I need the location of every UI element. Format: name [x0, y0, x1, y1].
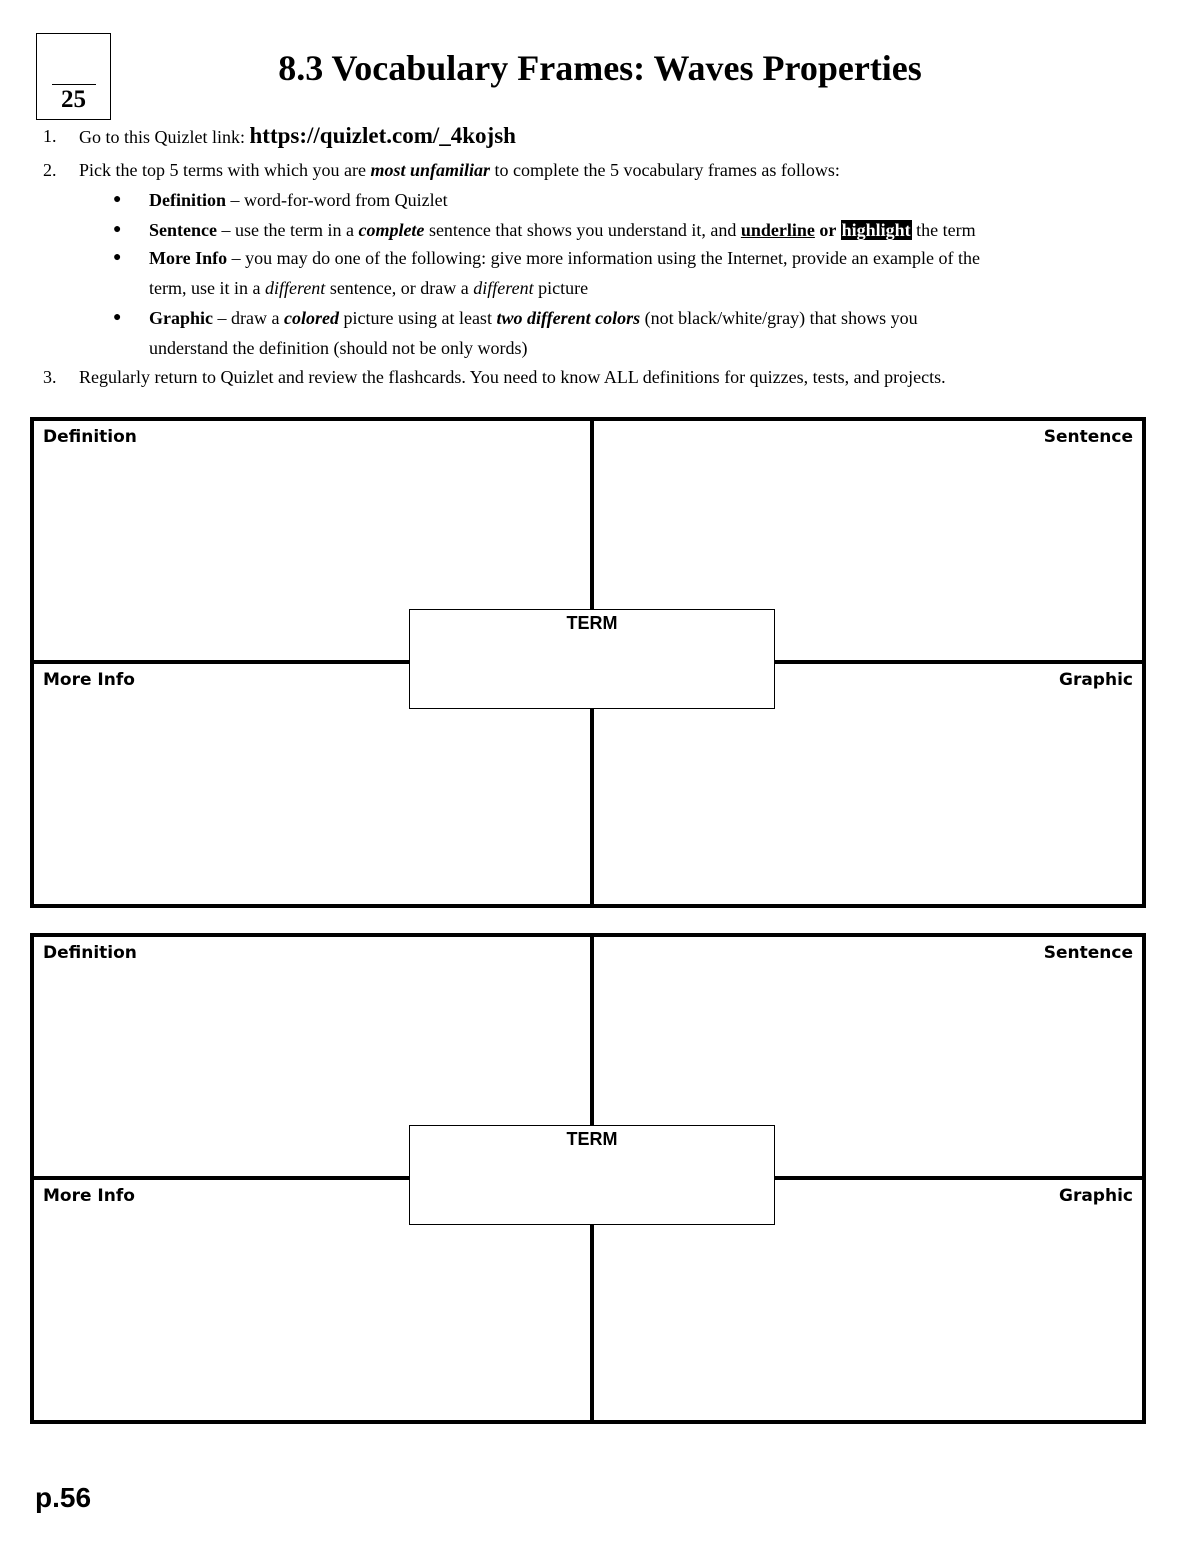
bullet-desc: the term	[911, 220, 976, 240]
bullet-text	[149, 246, 980, 270]
bullet-desc: – draw a	[213, 308, 284, 328]
step-text: Regularly return to Quizlet and review the flashcards. You need to know ALL definitions for quizzes, tests, and projects.	[79, 367, 946, 387]
term-box[interactable]	[409, 1125, 775, 1225]
vocab-frame-2	[30, 933, 1146, 1424]
bullet-text	[149, 276, 588, 300]
bullet-desc: term, use it in a	[149, 278, 265, 298]
bullet-emphasis: complete	[358, 220, 425, 240]
bullet-emphasis: two different colors	[496, 308, 641, 328]
graphic-label: Graphic	[1059, 1186, 1133, 1206]
definition-label: Definition	[43, 943, 137, 963]
step-2-pre: Pick the top 5 terms with which you are	[79, 160, 371, 180]
bullet-icon: ●	[113, 310, 122, 325]
term-label: TERM	[566, 1129, 618, 1149]
step-2-emphasis: most unfamiliar	[370, 160, 490, 180]
bullet-text	[149, 306, 918, 330]
bullet-term: More Info	[149, 248, 228, 268]
step-2-post: to complete the 5 vocabulary frames as follows:	[489, 160, 840, 180]
step-1-text: Go to this Quizlet link:	[79, 127, 250, 147]
quizlet-link[interactable]: https://quizlet.com/_4kojsh	[249, 123, 516, 148]
bullet-icon: ●	[113, 250, 122, 265]
term-label: TERM	[566, 613, 618, 633]
bullet-term: Graphic	[149, 308, 214, 328]
bullet-desc: sentence that shows you understand it, and	[424, 220, 741, 240]
bullet-icon: ●	[113, 222, 122, 237]
or-word: or	[814, 220, 841, 240]
bullet-desc: sentence, or draw a	[325, 278, 474, 298]
bullet-emphasis: colored	[284, 308, 339, 328]
bullet-desc: picture using at least	[338, 308, 497, 328]
bullet-term: Definition	[149, 190, 227, 210]
bullet-icon: ●	[113, 192, 122, 207]
bullet-term: Sentence	[149, 220, 217, 240]
sentence-label: Sentence	[1043, 427, 1133, 447]
bullet-desc: understand the definition (should not be only words)	[149, 338, 528, 358]
bullet-emphasis: different	[264, 278, 326, 298]
bullet-desc: – use the term in a	[216, 220, 359, 240]
term-box[interactable]	[409, 609, 775, 709]
more-info-label: More Info	[43, 670, 135, 690]
step-number: 2.	[43, 160, 57, 180]
bullet-desc: (not black/white/gray) that shows you	[640, 308, 918, 328]
step-text	[79, 158, 840, 182]
underline-word: underline	[740, 220, 815, 240]
highlight-word: highlight	[841, 220, 911, 240]
bullet-desc: picture	[533, 278, 589, 298]
bullet-desc: – word-for-word from Quizlet	[226, 190, 448, 210]
page-number: p.56	[35, 1482, 92, 1513]
score-total: 25	[61, 86, 86, 113]
step-number: 3.	[43, 367, 57, 387]
sentence-label: Sentence	[1043, 943, 1133, 963]
bullet-emphasis: different	[473, 278, 534, 298]
bullet-desc: – you may do one of the following: give more information using the Internet, provide an example of the	[227, 248, 980, 268]
definition-label: Definition	[43, 427, 137, 447]
bullet-text	[149, 218, 976, 242]
bullet-text	[149, 188, 448, 212]
graphic-label: Graphic	[1059, 670, 1133, 690]
step-text	[79, 124, 516, 149]
step-number: 1.	[43, 126, 57, 146]
vocab-frame-1	[30, 417, 1146, 908]
page-title: 8.3 Vocabulary Frames: Waves Properties	[278, 48, 922, 88]
more-info-label: More Info	[43, 1186, 135, 1206]
